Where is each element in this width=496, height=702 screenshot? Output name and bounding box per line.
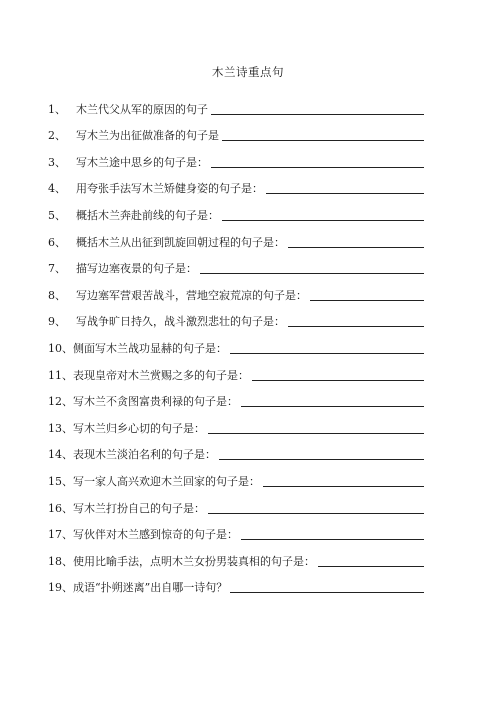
answer-blank[interactable]: [200, 273, 424, 274]
question-item: [48, 276, 424, 303]
question-item: [48, 117, 424, 144]
question-item: [48, 329, 424, 356]
question-number: 18、: [48, 554, 73, 568]
question-text: 成语“扑朔迷离”出自哪一诗句？: [73, 581, 228, 595]
question-item: [48, 516, 424, 543]
question-text: 概括木兰从出征到凯旋回朝过程的句子是：: [76, 235, 285, 249]
question-text: 描写边塞夜景的句子是：: [76, 262, 197, 276]
question-text: 用夸张手法写木兰矫健身姿的句子是：: [76, 182, 263, 196]
answer-blank[interactable]: [222, 220, 424, 221]
question-number: 4、: [48, 182, 66, 196]
question-number: 6、: [48, 235, 66, 249]
answer-blank[interactable]: [230, 592, 424, 593]
question-item: [48, 383, 424, 410]
answer-blank[interactable]: [241, 406, 424, 407]
question-item: [48, 250, 424, 277]
question-text: 写一家人高兴欢迎木兰回家的句子是：: [73, 474, 260, 488]
question-number: 15、: [48, 474, 73, 488]
answer-blank[interactable]: [266, 193, 424, 194]
question-number: 1、: [48, 102, 66, 116]
question-text: 写边塞军营艰苦战斗，营地空寂荒凉的句子是：: [76, 288, 307, 302]
answer-blank[interactable]: [310, 300, 424, 301]
question-text: 使用比喻手法，点明木兰女扮男装真相的句子是：: [73, 554, 315, 568]
answer-blank[interactable]: [208, 433, 424, 434]
answer-blank[interactable]: [318, 566, 424, 567]
question-number: 8、: [48, 288, 66, 302]
question-number: 7、: [48, 262, 66, 276]
question-number: 5、: [48, 208, 66, 222]
question-number: 9、: [48, 315, 66, 329]
question-text: 写伙伴对木兰感到惊奇的句子是：: [73, 528, 238, 542]
question-item: [48, 356, 424, 383]
question-item: [48, 462, 424, 489]
question-text: 表现皇帝对木兰赏赐之多的句子是：: [73, 368, 249, 382]
answer-blank[interactable]: [208, 513, 424, 514]
question-text: 写战争旷日持久，战斗激烈悲壮的句子是：: [76, 315, 285, 329]
question-text: 概括木兰奔赴前线的句子是：: [76, 208, 219, 222]
question-item: [48, 90, 424, 117]
question-number: 14、: [48, 448, 73, 462]
answer-blank[interactable]: [222, 140, 424, 141]
answer-blank[interactable]: [211, 114, 424, 115]
question-number: 13、: [48, 421, 73, 435]
page-title: 木兰诗重点句: [212, 65, 284, 79]
answer-blank[interactable]: [241, 539, 424, 540]
question-text: 写木兰不贪图富贵利禄的句子是：: [73, 395, 238, 409]
answer-blank[interactable]: [219, 459, 424, 460]
question-number: 3、: [48, 155, 66, 169]
question-text: 木兰代父从军的原因的句子: [76, 102, 208, 116]
answer-blank[interactable]: [288, 326, 424, 327]
question-number: 19、: [48, 581, 73, 595]
question-item: [48, 223, 424, 250]
question-item: [48, 196, 424, 223]
question-text: 写木兰途中思乡的句子是：: [76, 155, 208, 169]
answer-blank[interactable]: [252, 380, 424, 381]
answer-blank[interactable]: [263, 486, 424, 487]
question-number: 10、: [48, 341, 73, 355]
question-item: [48, 143, 424, 170]
question-number: 17、: [48, 528, 73, 542]
question-number: 12、: [48, 395, 73, 409]
question-number: 16、: [48, 501, 73, 515]
question-item: [48, 489, 424, 516]
question-item: [48, 436, 424, 463]
question-number: 2、: [48, 129, 66, 143]
question-item: [48, 569, 424, 596]
question-item: [48, 409, 424, 436]
question-text: 侧面写木兰战功显赫的句子是：: [73, 341, 227, 355]
question-text: 写木兰为出征做准备的句子是: [76, 129, 219, 143]
question-item: [48, 542, 424, 569]
answer-blank[interactable]: [211, 167, 424, 168]
question-list: [48, 90, 424, 595]
question-item: [48, 303, 424, 330]
answer-blank[interactable]: [230, 353, 424, 354]
question-text: 表现木兰淡泊名利的句子是：: [73, 448, 216, 462]
question-text: 写木兰归乡心切的句子是：: [73, 421, 205, 435]
question-text: 写木兰打扮自己的句子是：: [73, 501, 205, 515]
question-item: [48, 170, 424, 197]
question-number: 11、: [48, 368, 73, 382]
answer-blank[interactable]: [288, 247, 424, 248]
